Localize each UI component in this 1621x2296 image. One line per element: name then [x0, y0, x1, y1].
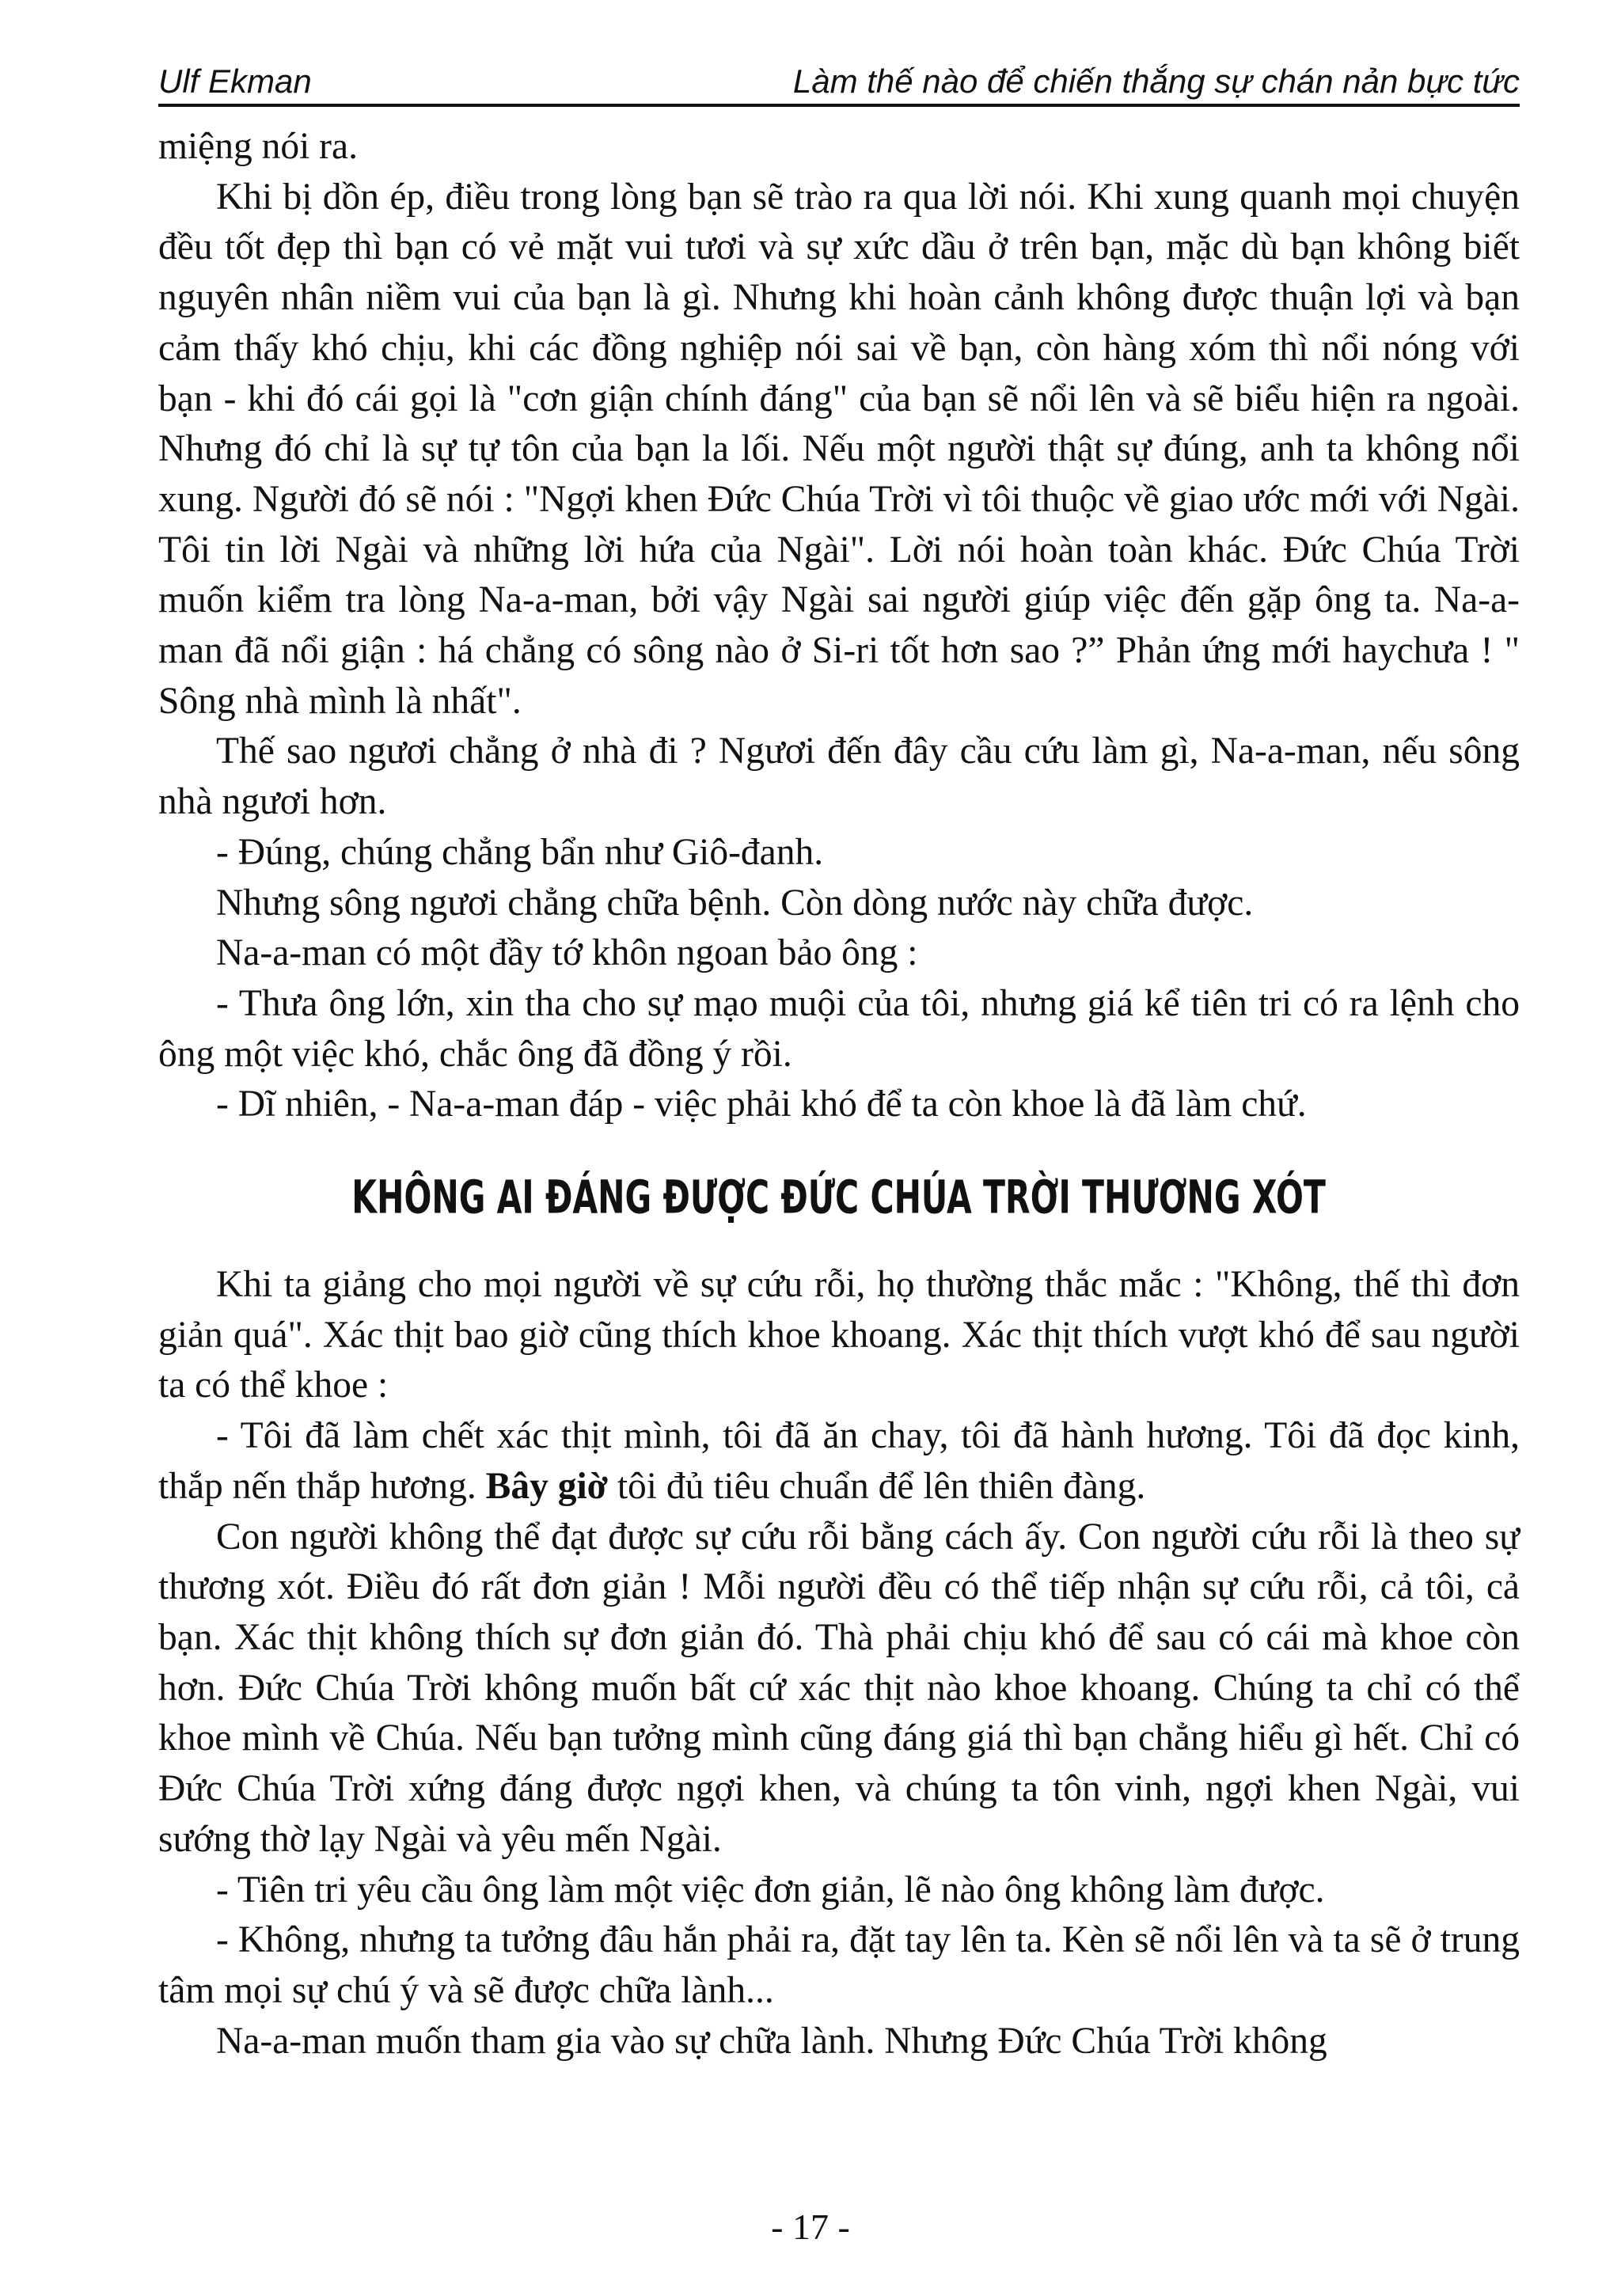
paragraph-text: - Tôi đã làm chết xác thịt mình, tôi đã ăn chay, tôi đã hành hương. Tôi đã đọc kinh, thắp nến thắp hương.: [158, 1415, 1520, 1507]
paragraph: Con người không thể đạt được sự cứu rỗi bằng cách ấy. Con người cứu rỗi là theo sự thương xót. Điều đó rất đơn giản ! Mỗi người đều có thể tiếp nhận sự cứu rỗi, cả tôi, cả bạn. Xác thịt không thích sự đơn giản đó. Thà phải chịu khó để sau có cái mà khoe còn hơn. Đức Chúa Trời không muốn bất cứ xác thịt nào khoe khoang. Chúng ta chỉ có thể khoe mình về Chúa. Nếu bạn tưởng mình cũng đáng giá thì bạn chẳng hiểu gì hết. Chỉ có Đức Chúa Trời xứng đáng được ngợi khen, và chúng ta tôn vinh, ngợi khen Ngài, vui sướng thờ lạy Ngài và yêu mến Ngài.: [158, 1516, 1520, 1860]
section-heading: [158, 1165, 1520, 1230]
paragraph: Na-a-man có một đầy tớ khôn ngoan bảo ông :: [216, 932, 918, 974]
paragraph: Na-a-man muốn tham gia vào sự chữa lành. Nhưng Đức Chúa Trời không: [216, 2020, 1327, 2062]
header-author: Ulf Ekman: [158, 63, 312, 100]
running-header: [158, 62, 1520, 101]
section-heading-text: KHÔNG AI ĐÁNG ĐƯỢC ĐỨC CHÚA TRỜI THƯƠNG XÓT: [351, 1170, 1327, 1224]
paragraph: Khi bị dồn ép, điều trong lòng bạn sẽ trào ra qua lời nói. Khi xung quanh mọi chuyện đều tốt đẹp thì bạn có vẻ mặt vui tươi và sự xức dầu ở trên bạn, mặc dù bạn không biết nguyên nhân niềm vui của bạn là gì. Nhưng khi hoàn cảnh không được thuận lợi và bạn cảm thấy khó chịu, khi các đồng nghiệp nói sai về bạn, còn hàng xóm thì nổi nóng với bạn - khi đó cái gọi là "cơn giận chính đáng" của bạn sẽ nổi lên và sẽ biểu hiện ra ngoài. Nhưng đó chỉ là sự tự tôn của bạn la lối. Nếu một người thật sự đúng, anh ta không nổi xung. Người đó sẽ nói : "Ngợi khen Đức Chúa Trời vì tôi thuộc về giao ước mới với Ngài. Tôi tin lời Ngài và những lời hứa của Ngài". Lời nói hoàn toàn khác. Đức Chúa Trời muốn kiểm tra lòng Na-a-man, bởi vậy Ngài sai người giúp việc đến gặp ông ta. Na-a-man đã nổi giận : há chẳng có sông nào ở Si-ri tốt hơn sao ?” Phản ứng mới haychưa ! " Sông nhà mình là nhất".: [158, 176, 1520, 722]
paragraph: - Đúng, chúng chẳng bẩn như Giô-đanh.: [216, 831, 824, 873]
paragraph: - Không, nhưng ta tưởng đâu hắn phải ra, đặt tay lên ta. Kèn sẽ nổi lên và ta sẽ ở trung tâm mọi sự chú ý và sẽ được chữa lành...: [158, 1919, 1520, 2011]
paragraph: - Thưa ông lớn, xin tha cho sự mạo muội của tôi, nhưng giá kể tiên tri có ra lệnh cho ông một việc khó, chắc ông đã đồng ý rồi.: [158, 982, 1520, 1075]
header-book-title: Làm thế nào để chiến thắng sự chán nản bực tức: [792, 63, 1520, 100]
paragraph-with-bold: [158, 1411, 1520, 1512]
body-text: [158, 122, 1520, 2066]
paragraph: miệng nói ra.: [158, 126, 358, 167]
paragraph: Nhưng sông ngươi chẳng chữa bệnh. Còn dòng nước này chữa được.: [216, 882, 1254, 924]
paragraph: - Tiên tri yêu cầu ông làm một việc đơn giản, lẽ nào ông không làm được.: [216, 1869, 1325, 1911]
bold-phrase: Bây giờ: [485, 1465, 608, 1507]
paragraph-text: tôi đủ tiêu chuẩn để lên thiên đàng.: [607, 1465, 1146, 1507]
page-number: - 17 -: [771, 2207, 850, 2247]
paragraph: Khi ta giảng cho mọi người về sự cứu rỗi, họ thường thắc mắc : "Không, thế thì đơn giản quá". Xác thịt bao giờ cũng thích khoe khoang. Xác thịt thích vượt khó để sau người ta có thể khoe :: [158, 1264, 1520, 1406]
paragraph: - Dĩ nhiên, - Na-a-man đáp - việc phải khó để ta còn khoe là đã làm chứ.: [216, 1083, 1307, 1125]
header-rule: [158, 104, 1520, 107]
paragraph: Thế sao ngươi chẳng ở nhà đi ? Ngươi đến đây cầu cứu làm gì, Na-a-man, nếu sông nhà ngươi hơn.: [158, 731, 1520, 823]
